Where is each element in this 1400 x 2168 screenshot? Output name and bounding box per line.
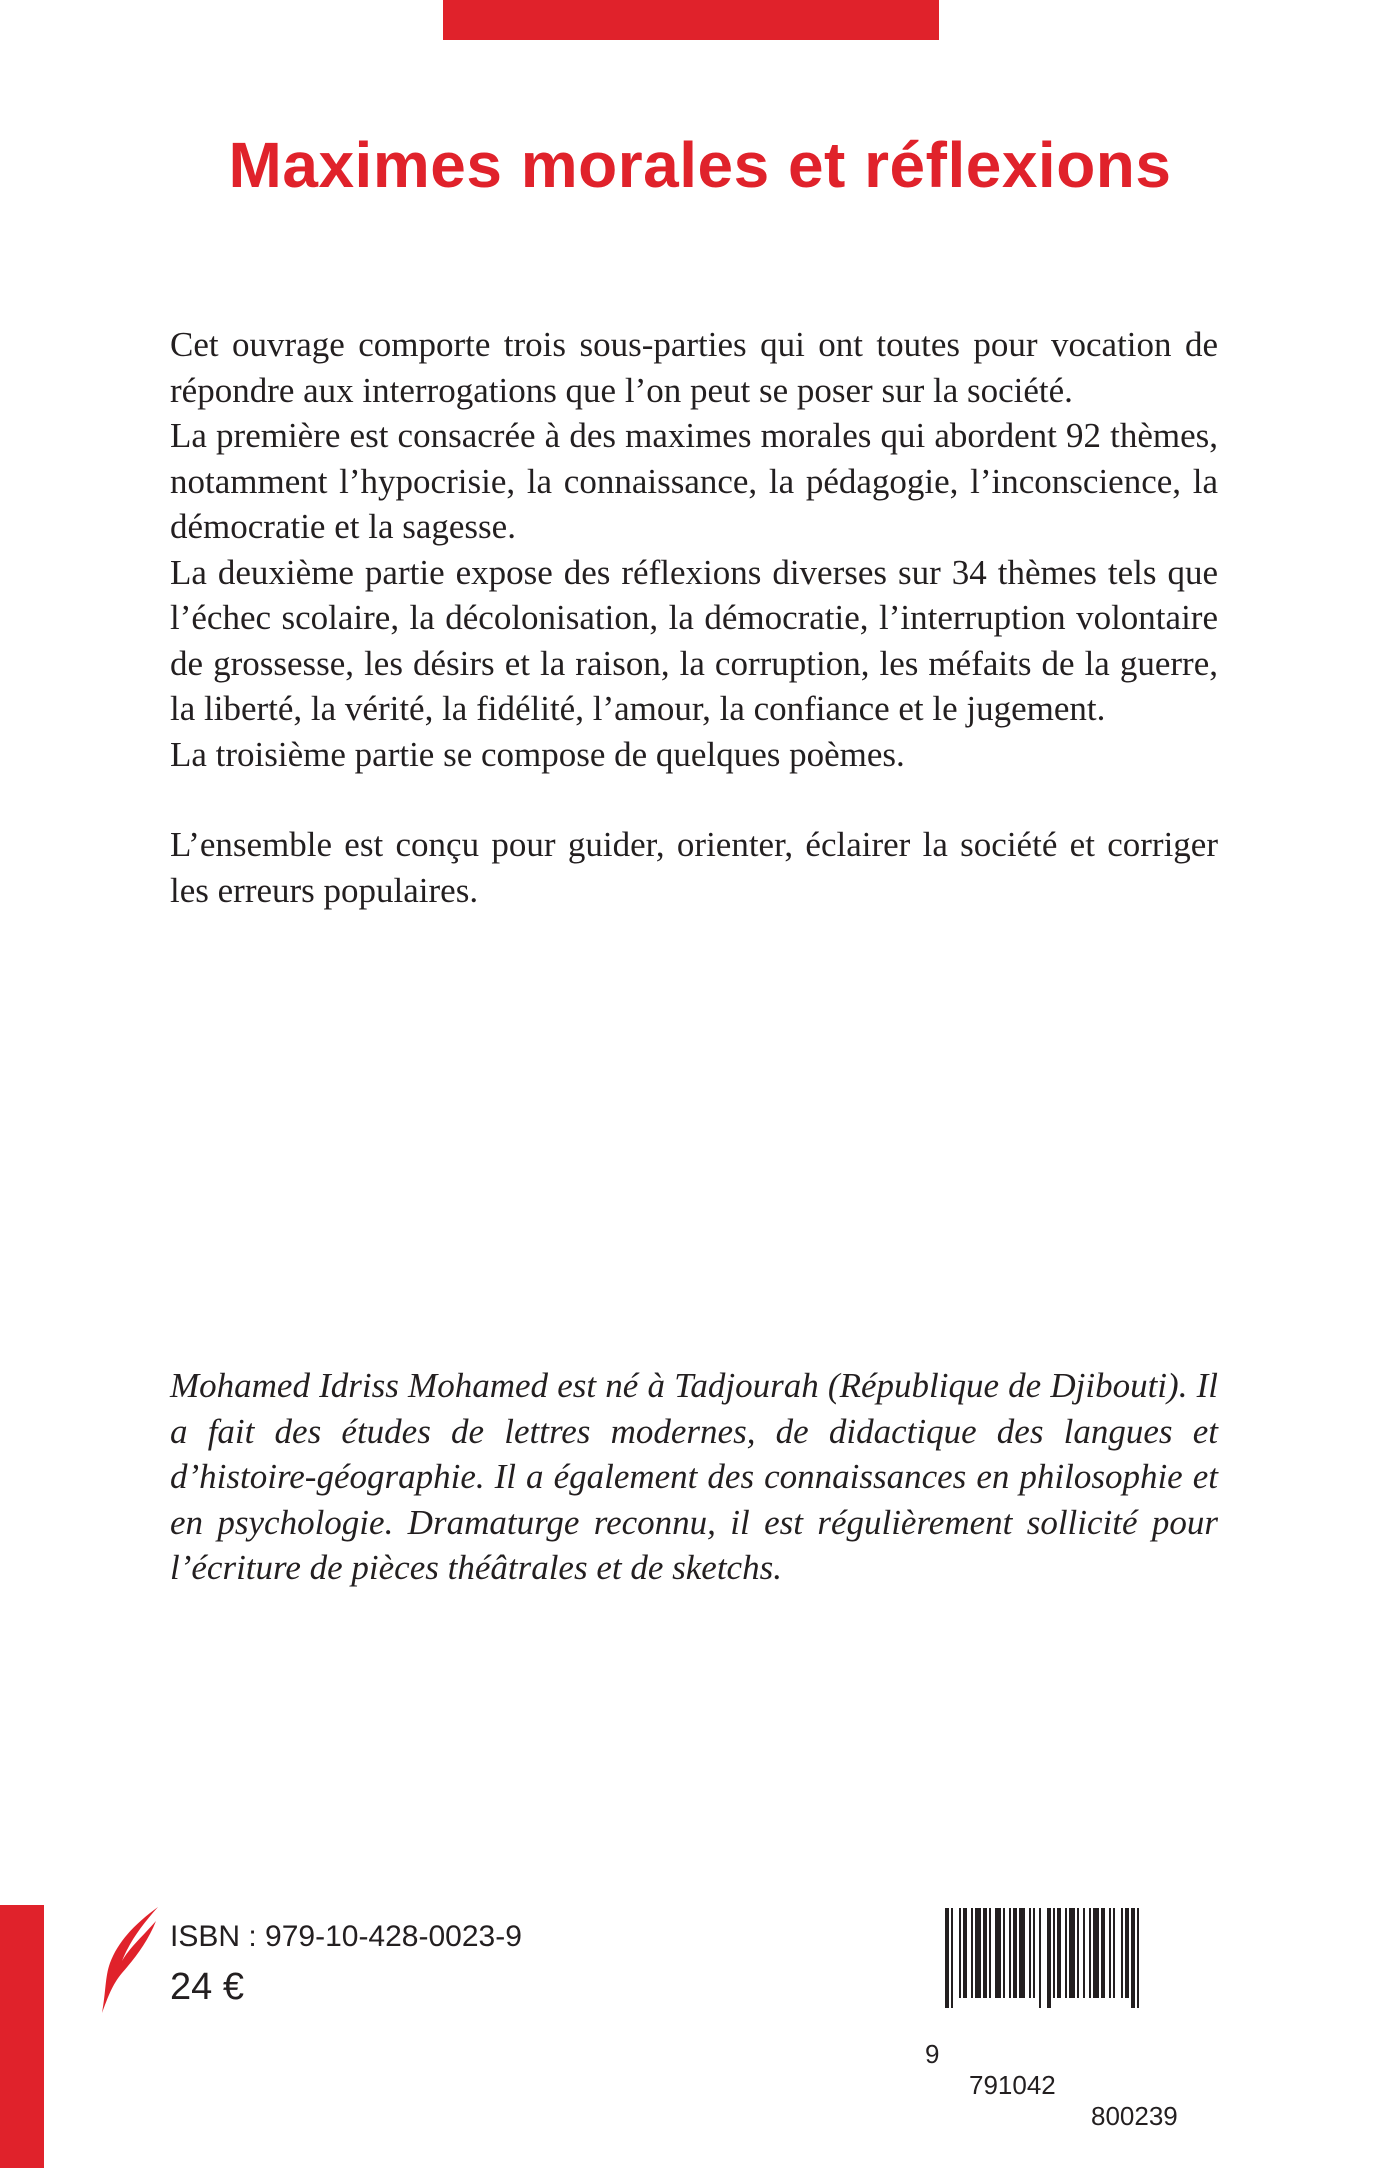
barcode-bar [1083,1908,1085,1998]
summary-paragraph-part-one: La première est consacrée à des maximes morales qui abordent 92 thèmes, notamment l’hypocrisie, la connaissance, la pédagogie, l’inconscience, la démocratie et la sagesse. [170,416,1218,546]
price-label: 24 € [170,1966,244,2008]
barcode-digit-first: 9 [925,2039,940,2069]
barcode-digits-left: 791042 [969,2070,1056,2100]
barcode-bar [971,1908,973,1998]
barcode-bar [963,1908,967,1998]
summary-paragraph-part-two: La deuxième partie expose des réflexions diverses sur 34 thèmes tels que l’échec scolaire, la décolonisation, la démocratie, l’interruption volontaire de grossesse, les désirs et la raison, la corruption, les méfaits de la guerre, la liberté, la vérité, la fidélité, l’amour, la confiance et le jugement. [170,552,1218,728]
barcode-bar [951,1908,953,2008]
summary-paragraph-conclusion: L’ensemble est conçu pour guider, orienter, éclairer la société et corriger les erreurs populaires. [170,825,1218,910]
barcode-bar [995,1908,1001,1998]
author-bio: Mohamed Idriss Mohamed est né à Tadjourah (République de Djibouti). Il a fait des études de lettres modernes, de didactique des langues et d’histoire-géographie. Il a également des connaissances en philosophie et en psychologie. Dramaturge reconnu, il est régulièrement sollicité pour l’écriture de pièces théâtrales et de sketchs. [170,1366,1218,1587]
isbn-label: ISBN : 979-10-428-0023-9 [170,1920,522,1953]
barcode-bar [1057,1908,1061,1998]
book-title: Maximes morales et réflexions [228,129,1172,201]
barcode-bar [1019,1908,1025,1998]
barcode-bar [1009,1908,1011,1998]
barcode-bar [1069,1908,1075,1998]
barcode-bar [1003,1908,1005,1998]
barcode-bar [1039,1908,1041,2008]
book-summary [170,322,1218,913]
barcode-bar [1013,1908,1017,1998]
feather-icon [96,1905,162,2017]
barcode-bar [975,1908,981,1998]
barcode-bar [1093,1908,1099,1998]
barcode-digits-right: 800239 [1091,2101,1178,2131]
barcode-bar [983,1908,987,1998]
barcode-bar [1125,1908,1129,1998]
top-accent-band [443,0,939,40]
barcode-bar [1121,1908,1123,1998]
barcode-bar [1137,1908,1139,2008]
barcode-bar [1047,1908,1051,2008]
summary-paragraph-intro: Cet ouvrage comporte trois sous-parties qui ont toutes pour vocation de répondre aux interrogations que l’on peut se poser sur la société. [170,325,1218,410]
barcode-bar [945,1908,949,2008]
barcode-bar [1065,1908,1067,1998]
barcode-bar [1101,1908,1105,1998]
summary-paragraph-part-three: La troisième partie se compose de quelques poèmes. [170,734,905,774]
barcode-bars [945,1908,1201,2008]
barcode-bar [1109,1908,1111,1998]
barcode-bar [1077,1908,1079,1998]
barcode-bar [1029,1908,1031,1998]
barcode-bar [959,1908,961,1998]
barcode-bar [1113,1908,1115,1998]
barcode-bar [1033,1908,1035,1998]
barcode-bar [989,1908,991,1998]
barcode-bar [1131,1908,1135,2008]
barcode [925,1900,1217,2131]
side-accent-band [0,1905,44,2168]
barcode-bar [1089,1908,1091,1998]
barcode-digits [925,2008,1217,2163]
barcode-bar [1053,1908,1055,1998]
